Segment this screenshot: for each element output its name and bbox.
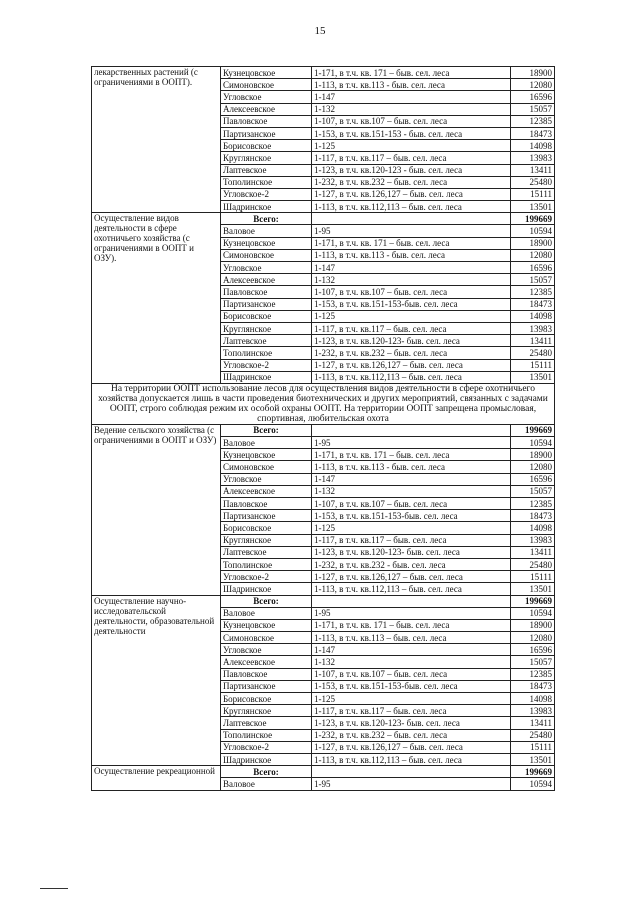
quarters-cell: 1-123, в т.ч. кв.120-123- быв. сел. леса — [312, 717, 511, 729]
quarters-cell: 1-123, в т.ч. кв.120-123 - быв. сел. леса — [312, 164, 511, 176]
district-cell: Павловское — [221, 668, 312, 680]
area-cell: 16596 — [511, 644, 555, 656]
quarters-cell: 1-132 — [312, 103, 511, 115]
quarters-cell: 1-125 — [312, 522, 511, 534]
quarters-cell: 1-113, в т.ч. кв.112,113 – быв. сел. леса — [312, 583, 511, 595]
district-cell: Круглянское — [221, 152, 312, 164]
district-cell: Круглянское — [221, 705, 312, 717]
quarters-cell: 1-171, в т.ч. кв. 171 – быв. сел. леса — [312, 67, 511, 79]
district-cell: Круглянское — [221, 322, 312, 334]
total-label: Всего: — [221, 595, 312, 607]
area-cell: 15057 — [511, 656, 555, 668]
activity-cell: Ведение сельского хозяйства (с ограничениями в ООПТ и ОЗУ) — [92, 424, 221, 595]
district-cell: Алексеевское — [221, 485, 312, 497]
quarters-cell: 1-113, в т.ч. кв.112,113 – быв. сел. леса — [312, 753, 511, 765]
quarters-cell: 1-113, в т.ч. кв.112,113 – быв. сел. леса — [312, 201, 511, 213]
district-cell: Угловское-2 — [221, 188, 312, 200]
total-value: 199669 — [511, 424, 555, 436]
area-cell: 13983 — [511, 534, 555, 546]
area-cell: 12080 — [511, 249, 555, 261]
district-cell: Угловское-2 — [221, 741, 312, 753]
total-value: 199669 — [511, 213, 555, 225]
district-cell: Алексеевское — [221, 274, 312, 286]
total-value: 199669 — [511, 766, 555, 778]
district-cell: Валовое — [221, 607, 312, 619]
area-cell: 18900 — [511, 449, 555, 461]
district-cell: Борисовское — [221, 140, 312, 152]
quarters-cell: 1-132 — [312, 656, 511, 668]
district-cell: Круглянское — [221, 534, 312, 546]
area-cell: 25480 — [511, 729, 555, 741]
area-cell: 16596 — [511, 473, 555, 485]
area-cell: 15057 — [511, 485, 555, 497]
area-cell: 12080 — [511, 632, 555, 644]
area-cell: 18473 — [511, 298, 555, 310]
district-cell: Партизанское — [221, 127, 312, 139]
quarters-cell: 1-107, в т.ч. кв.107 – быв. сел. леса — [312, 286, 511, 298]
area-cell: 10594 — [511, 607, 555, 619]
area-cell: 13983 — [511, 705, 555, 717]
area-cell: 14098 — [511, 140, 555, 152]
quarters-cell: 1-117, в т.ч. кв.117 – быв. сел. леса — [312, 322, 511, 334]
area-cell: 13983 — [511, 322, 555, 334]
area-cell: 15111 — [511, 188, 555, 200]
district-cell: Павловское — [221, 498, 312, 510]
district-cell: Борисовское — [221, 310, 312, 322]
area-cell: 13411 — [511, 164, 555, 176]
district-cell: Симоновское — [221, 461, 312, 473]
area-cell: 15057 — [511, 274, 555, 286]
district-cell: Шадринское — [221, 753, 312, 765]
district-cell: Лаптевское — [221, 717, 312, 729]
area-cell: 14098 — [511, 310, 555, 322]
district-cell: Угловское — [221, 262, 312, 274]
activity-cell: Осуществление рекреационной — [92, 766, 221, 790]
quarters-cell: 1-147 — [312, 473, 511, 485]
quarters-cell: 1-127, в т.ч. кв.126,127 – быв. сел. леса — [312, 359, 511, 371]
quarters-cell: 1-153, в т.ч. кв.151-153-быв. сел. леса — [312, 680, 511, 692]
area-cell: 25480 — [511, 176, 555, 188]
district-cell: Алексеевское — [221, 103, 312, 115]
area-cell: 18900 — [511, 619, 555, 631]
quarters-cell: 1-147 — [312, 91, 511, 103]
quarters-cell: 1-125 — [312, 140, 511, 152]
district-cell: Валовое — [221, 778, 312, 790]
total-label: Всего: — [221, 213, 312, 225]
area-cell: 18900 — [511, 237, 555, 249]
district-cell: Кузнецовское — [221, 619, 312, 631]
area-cell: 13983 — [511, 152, 555, 164]
district-cell: Кузнецовское — [221, 237, 312, 249]
area-cell: 15111 — [511, 359, 555, 371]
area-cell: 16596 — [511, 262, 555, 274]
quarters-cell: 1-107, в т.ч. кв.107 – быв. сел. леса — [312, 498, 511, 510]
district-cell: Лаптевское — [221, 164, 312, 176]
activity-cell: Осуществление научно-исследовательской деятельности, образовательной деятельности — [92, 595, 221, 766]
district-cell: Угловское-2 — [221, 359, 312, 371]
district-cell: Партизанское — [221, 510, 312, 522]
quarters-cell: 1-232, в т.ч. кв.232 – быв. сел. леса — [312, 729, 511, 741]
area-cell: 18473 — [511, 680, 555, 692]
district-cell: Симоновское — [221, 249, 312, 261]
quarters-cell: 1-232, в т.ч. кв.232 – быв. сел. леса — [312, 347, 511, 359]
total-value: 199669 — [511, 595, 555, 607]
quarters-cell: 1-123, в т.ч. кв.120-123- быв. сел. леса — [312, 335, 511, 347]
district-cell: Тополинское — [221, 729, 312, 741]
district-cell: Тополинское — [221, 176, 312, 188]
area-cell: 12080 — [511, 79, 555, 91]
area-cell: 25480 — [511, 558, 555, 570]
district-cell: Симоновское — [221, 632, 312, 644]
district-cell: Симоновское — [221, 79, 312, 91]
quarters-cell: 1-153, в т.ч. кв.151-153-быв. сел. леса — [312, 510, 511, 522]
quarters-cell: 1-107, в т.ч. кв.107 – быв. сел. леса — [312, 115, 511, 127]
area-cell: 10594 — [511, 437, 555, 449]
area-cell: 12385 — [511, 286, 555, 298]
district-cell: Шадринское — [221, 371, 312, 383]
area-cell: 15111 — [511, 571, 555, 583]
total-empty-cell — [312, 424, 511, 436]
activity-cell: Осуществление видов деятельности в сфере охотничьего хозяйства (с ограничениями в ООПТ и ОЗУ). — [92, 213, 221, 384]
forest-use-table — [91, 66, 555, 791]
area-cell: 25480 — [511, 347, 555, 359]
quarters-cell: 1-125 — [312, 310, 511, 322]
district-cell: Партизанское — [221, 298, 312, 310]
quarters-cell: 1-127, в т.ч. кв.126,127 – быв. сел. леса — [312, 571, 511, 583]
area-cell: 15057 — [511, 103, 555, 115]
district-cell: Валовое — [221, 437, 312, 449]
area-cell: 14098 — [511, 522, 555, 534]
quarters-cell: 1-125 — [312, 693, 511, 705]
quarters-cell: 1-117, в т.ч. кв.117 – быв. сел. леса — [312, 534, 511, 546]
total-row — [92, 213, 555, 225]
quarters-cell: 1-147 — [312, 644, 511, 656]
total-empty-cell — [312, 213, 511, 225]
area-cell: 10594 — [511, 778, 555, 790]
quarters-cell: 1-153, в т.ч. кв.151-153-быв. сел. леса — [312, 298, 511, 310]
quarters-cell: 1-232, в т.ч. кв.232 - быв. сел. леса — [312, 558, 511, 570]
quarters-cell: 1-232, в т.ч. кв.232 – быв. сел. леса — [312, 176, 511, 188]
area-cell: 18900 — [511, 67, 555, 79]
total-row — [92, 595, 555, 607]
district-cell: Шадринское — [221, 583, 312, 595]
total-label: Всего: — [221, 766, 312, 778]
area-cell: 12385 — [511, 668, 555, 680]
quarters-cell: 1-132 — [312, 485, 511, 497]
area-cell: 13411 — [511, 335, 555, 347]
quarters-cell: 1-171, в т.ч. кв. 171 – быв. сел. леса — [312, 449, 511, 461]
total-empty-cell — [312, 595, 511, 607]
area-cell: 14098 — [511, 693, 555, 705]
area-cell: 13501 — [511, 201, 555, 213]
quarters-cell: 1-107, в т.ч. кв.107 – быв. сел. леса — [312, 668, 511, 680]
area-cell: 18473 — [511, 510, 555, 522]
area-cell: 12385 — [511, 498, 555, 510]
district-cell: Павловское — [221, 286, 312, 298]
district-cell: Алексеевское — [221, 656, 312, 668]
district-cell: Угловское — [221, 91, 312, 103]
area-cell: 13501 — [511, 371, 555, 383]
area-cell: 15111 — [511, 741, 555, 753]
total-empty-cell — [312, 766, 511, 778]
quarters-cell: 1-123, в т.ч. кв.120-123- быв. сел. леса — [312, 546, 511, 558]
district-cell: Угловское — [221, 644, 312, 656]
note-row — [92, 383, 555, 424]
quarters-cell: 1-113, в т.ч. кв.113 - быв. сел. леса — [312, 461, 511, 473]
area-cell: 13411 — [511, 546, 555, 558]
quarters-cell: 1-153, в т.ч. кв.151-153 - быв. сел. леса — [312, 127, 511, 139]
activity-cell: лекарственных растений (с ограничениями в ООПТ). — [92, 67, 221, 213]
table-row — [92, 67, 555, 79]
area-cell: 12080 — [511, 461, 555, 473]
district-cell: Борисовское — [221, 522, 312, 534]
district-cell: Кузнецовское — [221, 449, 312, 461]
quarters-cell: 1-113, в т.ч. кв.113 - быв. сел. леса — [312, 249, 511, 261]
area-cell: 10594 — [511, 225, 555, 237]
area-cell: 13501 — [511, 753, 555, 765]
area-cell: 16596 — [511, 91, 555, 103]
quarters-cell: 1-113, в т.ч. кв.113 – быв. сел. леса — [312, 632, 511, 644]
quarters-cell: 1-117, в т.ч. кв.117 – быв. сел. леса — [312, 152, 511, 164]
quarters-cell: 1-113, в т.ч. кв.112,113 – быв. сел. леса — [312, 371, 511, 383]
total-row — [92, 766, 555, 778]
page-number: 15 — [314, 25, 326, 37]
area-cell: 18473 — [511, 127, 555, 139]
district-cell: Угловское — [221, 473, 312, 485]
quarters-cell: 1-132 — [312, 274, 511, 286]
quarters-cell: 1-127, в т.ч. кв.126,127 – быв. сел. леса — [312, 188, 511, 200]
district-cell: Борисовское — [221, 693, 312, 705]
area-cell: 12385 — [511, 115, 555, 127]
district-cell: Лаптевское — [221, 335, 312, 347]
district-cell: Павловское — [221, 115, 312, 127]
quarters-cell: 1-95 — [312, 778, 511, 790]
footer-rule — [40, 888, 68, 889]
quarters-cell: 1-127, в т.ч. кв.126,127 – быв. сел. леса — [312, 741, 511, 753]
district-cell: Кузнецовское — [221, 67, 312, 79]
quarters-cell: 1-147 — [312, 262, 511, 274]
quarters-cell: 1-171, в т.ч. кв. 171 – быв. сел. леса — [312, 237, 511, 249]
quarters-cell: 1-171, в т.ч. кв. 171 – быв. сел. леса — [312, 619, 511, 631]
area-cell: 13411 — [511, 717, 555, 729]
district-cell: Партизанское — [221, 680, 312, 692]
quarters-cell: 1-113, в т.ч. кв.113 - быв. сел. леса — [312, 79, 511, 91]
quarters-cell: 1-95 — [312, 607, 511, 619]
district-cell: Лаптевское — [221, 546, 312, 558]
quarters-cell: 1-95 — [312, 225, 511, 237]
district-cell: Угловское-2 — [221, 571, 312, 583]
district-cell: Тополинское — [221, 558, 312, 570]
area-cell: 13501 — [511, 583, 555, 595]
total-row — [92, 424, 555, 436]
total-label: Всего: — [221, 424, 312, 436]
district-cell: Тополинское — [221, 347, 312, 359]
quarters-cell: 1-117, в т.ч. кв.117 – быв. сел. леса — [312, 705, 511, 717]
hunting-restriction-note: На территории ООПТ использование лесов для осуществления видов деятельности в сфере охотничьего хозяйства допускается лишь в части проведения биотехнических и других мероприятий, связанных с задачами ООПТ, строго соблюдая режим их особой охраны ООПТ. На территории ООПТ запрещена промысловая, спортивная, любительская охота — [92, 383, 555, 424]
district-cell: Шадринское — [221, 201, 312, 213]
district-cell: Валовое — [221, 225, 312, 237]
quarters-cell: 1-95 — [312, 437, 511, 449]
